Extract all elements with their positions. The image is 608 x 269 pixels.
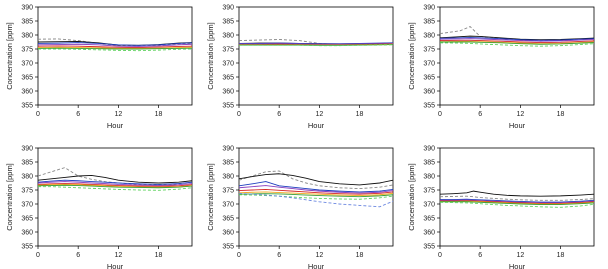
y-tick-label: 390 xyxy=(423,145,435,153)
y-tick-label: 355 xyxy=(222,243,234,251)
y-tick-label: 360 xyxy=(423,229,435,237)
y-tick-label: 385 xyxy=(21,159,33,167)
plot-frame xyxy=(38,7,192,105)
x-axis-title: Hour xyxy=(508,121,526,130)
chart-panel-5 xyxy=(206,145,393,269)
y-axis-title: Concentration [ppm] xyxy=(206,22,215,90)
y-tick-label: 390 xyxy=(222,145,234,153)
x-tick-label: 12 xyxy=(114,111,123,118)
x-tick-label: 6 xyxy=(277,252,282,259)
y-tick-label: 355 xyxy=(423,102,435,110)
y-axis-title: Concentration [ppm] xyxy=(5,163,14,231)
y-tick-label: 365 xyxy=(423,215,435,223)
series-line-7 xyxy=(440,42,594,44)
x-tick-label: 0 xyxy=(36,111,40,118)
x-tick-label: 12 xyxy=(516,111,525,118)
y-tick-label: 390 xyxy=(423,4,435,12)
y-axis-title: Concentration [ppm] xyxy=(5,22,14,90)
y-tick-label: 390 xyxy=(21,145,33,153)
x-tick-label: 0 xyxy=(36,252,40,259)
y-tick-label: 355 xyxy=(423,243,435,251)
y-tick-label: 380 xyxy=(423,173,435,181)
y-tick-label: 365 xyxy=(21,215,33,223)
y-axis-title: Concentration [ppm] xyxy=(407,163,416,231)
y-tick-label: 370 xyxy=(222,60,234,68)
plot-frame xyxy=(239,7,393,105)
chart-panel-4 xyxy=(5,145,192,269)
y-tick-label: 355 xyxy=(21,243,33,251)
y-tick-label: 360 xyxy=(222,88,234,96)
x-axis-title: Hour xyxy=(106,121,124,130)
x-axis-title: Hour xyxy=(307,121,325,130)
x-axis-title: Hour xyxy=(508,262,526,269)
y-tick-label: 380 xyxy=(423,32,435,40)
x-tick-label: 6 xyxy=(478,252,483,259)
x-tick-label: 6 xyxy=(76,252,81,259)
y-tick-label: 365 xyxy=(222,215,234,223)
chart-panel-2 xyxy=(206,4,393,130)
y-tick-label: 375 xyxy=(222,187,234,195)
y-tick-label: 365 xyxy=(423,74,435,82)
y-tick-label: 365 xyxy=(222,74,234,82)
y-tick-label: 385 xyxy=(222,159,234,167)
x-tick-label: 6 xyxy=(76,111,81,118)
y-tick-label: 385 xyxy=(423,18,435,26)
x-tick-label: 6 xyxy=(277,111,282,118)
x-tick-label: 6 xyxy=(478,111,483,118)
y-tick-label: 390 xyxy=(222,4,234,12)
x-tick-label: 12 xyxy=(315,111,324,118)
y-tick-label: 355 xyxy=(21,102,33,110)
y-tick-label: 370 xyxy=(222,201,234,209)
y-tick-label: 365 xyxy=(21,74,33,82)
series-line-2 xyxy=(239,174,393,185)
y-tick-label: 380 xyxy=(21,173,33,181)
y-tick-label: 360 xyxy=(21,229,33,237)
x-tick-label: 18 xyxy=(154,252,163,259)
chart-panel-6 xyxy=(407,145,594,269)
y-tick-label: 380 xyxy=(222,173,234,181)
x-tick-label: 0 xyxy=(237,252,241,259)
y-tick-label: 360 xyxy=(21,88,33,96)
x-tick-label: 18 xyxy=(556,111,565,118)
y-tick-label: 370 xyxy=(21,201,33,209)
y-axis-title: Concentration [ppm] xyxy=(206,163,215,231)
y-tick-label: 380 xyxy=(222,32,234,40)
plot-frame xyxy=(440,7,594,105)
y-tick-label: 390 xyxy=(21,4,33,12)
x-tick-label: 12 xyxy=(114,252,123,259)
y-tick-label: 360 xyxy=(222,229,234,237)
y-tick-label: 375 xyxy=(423,187,435,195)
plot-frame xyxy=(239,148,393,246)
x-axis-title: Hour xyxy=(307,262,325,269)
y-tick-label: 385 xyxy=(222,18,234,26)
x-tick-label: 12 xyxy=(315,252,324,259)
y-tick-label: 375 xyxy=(21,46,33,54)
x-tick-label: 18 xyxy=(556,252,565,259)
y-tick-label: 375 xyxy=(21,187,33,195)
x-axis-title: Hour xyxy=(106,262,124,269)
plot-frame xyxy=(440,148,594,246)
chart-panel-1 xyxy=(5,4,192,130)
y-tick-label: 385 xyxy=(423,159,435,167)
x-tick-label: 0 xyxy=(438,252,442,259)
chart-panel-3 xyxy=(407,4,594,130)
series-line-1 xyxy=(440,191,594,196)
y-axis-title: Concentration [ppm] xyxy=(407,22,416,90)
y-tick-label: 360 xyxy=(423,88,435,96)
y-tick-label: 355 xyxy=(222,102,234,110)
x-tick-label: 0 xyxy=(237,111,241,118)
y-tick-label: 375 xyxy=(222,46,234,54)
y-tick-label: 385 xyxy=(21,18,33,26)
plot-frame xyxy=(38,148,192,246)
y-tick-label: 375 xyxy=(423,46,435,54)
y-tick-label: 380 xyxy=(21,32,33,40)
y-tick-label: 370 xyxy=(21,60,33,68)
x-tick-label: 18 xyxy=(154,111,163,118)
x-tick-label: 0 xyxy=(438,111,442,118)
y-tick-label: 370 xyxy=(423,60,435,68)
y-tick-label: 370 xyxy=(423,201,435,209)
x-tick-label: 18 xyxy=(355,111,364,118)
x-tick-label: 12 xyxy=(516,252,525,259)
x-tick-label: 18 xyxy=(355,252,364,259)
